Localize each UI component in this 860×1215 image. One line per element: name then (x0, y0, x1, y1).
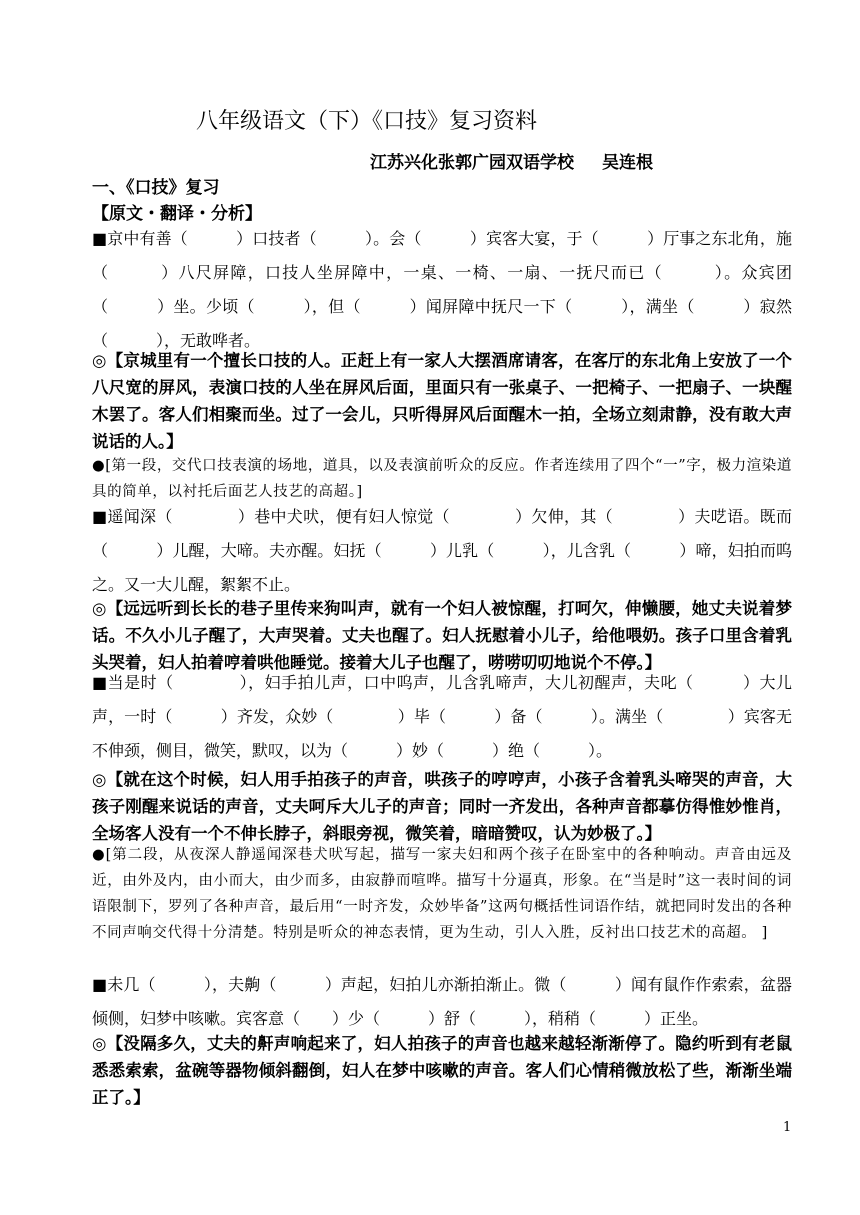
subsection-heading: 【原文・翻译・分析】 (92, 204, 262, 224)
section-heading: 一、《口技》复习 (92, 178, 220, 198)
original-text-paragraph: ■ 当是时（ ），妇手拍儿声，口中呜声，儿含乳啼声，大儿初醒声，夫叱（ ）大儿声，一时（ ）齐发，众妙（ ）毕（ ）备（ ）。满坐（ ）宾客无不伸颈，侧目，微笑，默叹，以为（ ）妙（ ）绝（ ）。 (92, 666, 792, 768)
doc-title: 八年级语文（下）《口技》复习资料 (196, 109, 538, 134)
author-line (370, 148, 653, 173)
teacher-name: 吴连根 (602, 153, 653, 173)
original-text-paragraph: ■ 京中有善（ ）口技者（ ）。会（ ）宾客大宴，于（ ）厅事之东北角，施（ ）八尺屏障，口技人坐屏障中，一桌、一椅、一扇、一抚尺而已（ ）。众宾团（ ）坐。少顷（ ），但（ ）闻屏障中抚尺一下（ ），满坐（ ）寂然（ ），无敢哗者。 (92, 222, 792, 358)
school-name: 江苏兴化张郭广园双语学校 (370, 153, 574, 173)
translation-paragraph: ◎ 【没隔多久，丈夫的鼾声响起来了，妇人拍孩子的声音也越来越轻渐渐停了。隐约听到有老鼠悉悉索索，盆碗等器物倾斜翻倒，妇人在梦中咳嗽的声音。客人们心情稍微放松了些，渐渐坐端正了。】 (92, 1030, 792, 1111)
translation-paragraph: ◎ 【就在这个时候，妇人用手拍孩子的声音，哄孩子的哼哼声，小孩子含着乳头啼哭的声音，大孩子刚醒来说话的声音，丈夫呵斥大儿子的声音；同时一齐发出，各种声音都摹仿得惟妙惟肖，全场客人没有一个不伸长脖子，斜眼旁视，微笑着，暗暗赞叹，认为妙极了。】 (92, 766, 792, 847)
original-text-paragraph: ■ 遥闻深（ ）巷中犬吠，便有妇人惊觉（ ）欠伸，其（ ）夫呓语。既而（ ）儿醒，大啼。夫亦醒。妇抚（ ）儿乳（ ），儿含乳（ ）啼，妇拍而呜之。又一大儿醒，絮絮不止。 (92, 500, 792, 602)
translation-paragraph: ◎ 【京城里有一个擅长口技的人。正赶上有一家人大摆酒席请客，在客厅的东北角上安放了一个八尺宽的屏风，表演口技的人坐在屏风后面，里面只有一张桌子、一把椅子、一把扇子、一块醒木罢了。客人们相聚而坐。过了一会儿，只听得屏风后面醒木一拍，全场立刻肃静，没有敢大声说话的人。】 (92, 347, 792, 455)
translation-paragraph: ◎ 【远远听到长长的巷子里传来狗叫声，就有一个妇人被惊醒，打呵欠，伸懒腰，她丈夫说着梦话。不久小儿子醒了，大声哭着。丈夫也醒了。妇人抚慰着小儿子，给他喂奶。孩子口里含着乳头哭着，妇人拍着哼着哄他睡觉。接着大儿子也醒了，唠唠叨叨地说个不停。】 (92, 595, 792, 676)
analysis-paragraph: ● [第二段，从夜深人静遥闻深巷犬吠写起，描写一家夫妇和两个孩子在卧室中的各种响动。声音由远及近，由外及内，由小而大，由少而多，由寂静而喧哗。描写十分逼真，形象。在“当是时”这一表时间的词语限制下，罗列了各种声音，最后用“一时齐发，众妙毕备”这两句概括性词语作结，就把同时发出的各种不同声响交代得十分清楚。特别是听众的神态表情，更为生动，引人入胜，反衬出口技艺术的高超。 ] (92, 842, 792, 946)
page-number: 1 (783, 1120, 792, 1135)
analysis-paragraph: ● [第一段，交代口技表演的场地，道具，以及表演前听众的反应。作者连续用了四个“一”字，极力渲染道具的简单，以衬托后面艺人技艺的高超。] (92, 453, 792, 505)
original-text-paragraph: ■ 未几（ ），夫齁（ ）声起，妇拍儿亦渐拍渐止。微（ ）闻有鼠作作索索，盆器倾侧，妇梦中咳嗽。宾客意（ ）少（ ）舒（ ），稍稍（ ）正坐。 (92, 968, 792, 1036)
